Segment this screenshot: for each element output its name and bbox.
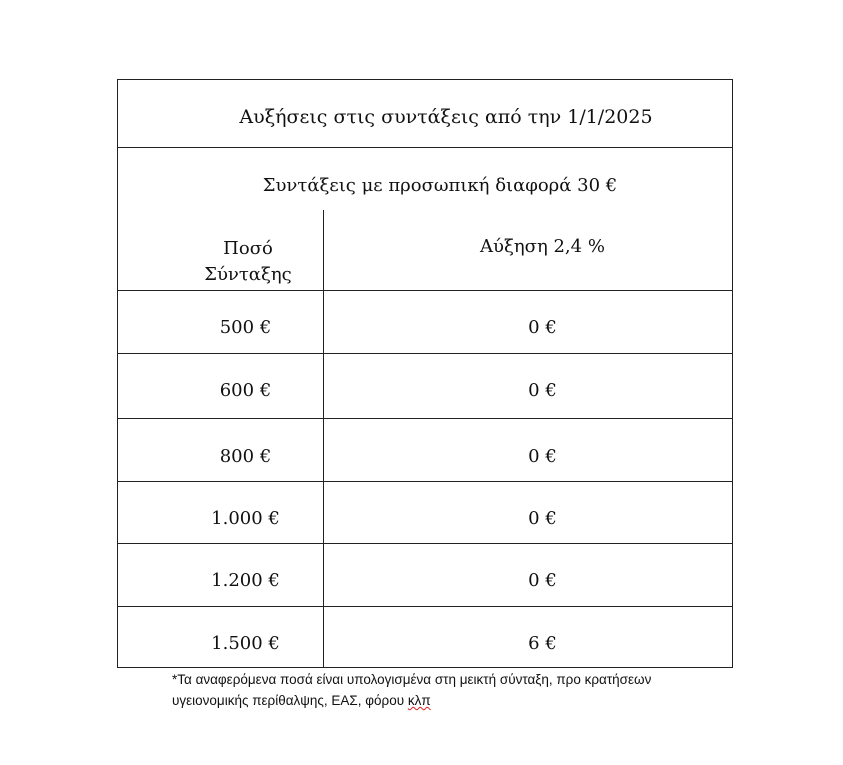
header-pension-amount-line1: Ποσό <box>223 238 273 259</box>
table-title: Αυξήσεις στις συντάξεις από την 1/1/2025 <box>239 106 653 128</box>
divider-row-4 <box>118 543 732 544</box>
divider-row-1 <box>118 353 732 354</box>
cell-increase-3: 0 € <box>528 446 557 467</box>
footnote <box>172 669 732 711</box>
cell-increase-2: 0 € <box>528 380 557 401</box>
cell-increase-1: 0 € <box>528 317 557 338</box>
cell-amount-1: 500 € <box>219 317 272 338</box>
cell-amount-2: 600 € <box>219 380 272 401</box>
cell-increase-5: 0 € <box>528 570 557 591</box>
footnote-line-2-text: υγειονομικής περίθαλψης, ΕΑΣ, φόρου <box>172 693 408 708</box>
cell-amount-6: 1.500 € <box>211 633 280 654</box>
header-increase: Αύξηση 2,4 % <box>480 236 605 257</box>
cell-amount-5: 1.200 € <box>211 570 280 591</box>
table-subtitle: Συντάξεις με προσωπική διαφορά 30 € <box>262 175 618 196</box>
header-pension-amount <box>118 236 323 288</box>
cell-increase-6: 6 € <box>528 633 557 654</box>
divider-title <box>118 147 732 148</box>
divider-row-3 <box>118 481 732 482</box>
divider-subtitle <box>118 210 732 211</box>
header-pension-amount-line2: Σύνταξης <box>204 264 292 285</box>
cell-increase-4: 0 € <box>528 508 557 529</box>
cell-amount-3: 800 € <box>219 446 272 467</box>
cell-amount-4: 1.000 € <box>211 508 280 529</box>
footnote-line-1: *Τα αναφερόμενα ποσά είναι υπολογισμένα στη μεικτή σύνταξη, προ κρατήσεων <box>172 672 652 687</box>
column-divider <box>323 210 324 667</box>
footnote-line-2 <box>172 690 732 711</box>
divider-header <box>118 290 732 291</box>
divider-row-2 <box>118 418 732 419</box>
pension-increase-table <box>117 79 733 668</box>
divider-row-5 <box>118 606 732 607</box>
spellcheck-flagged-word: κλπ <box>407 693 431 708</box>
